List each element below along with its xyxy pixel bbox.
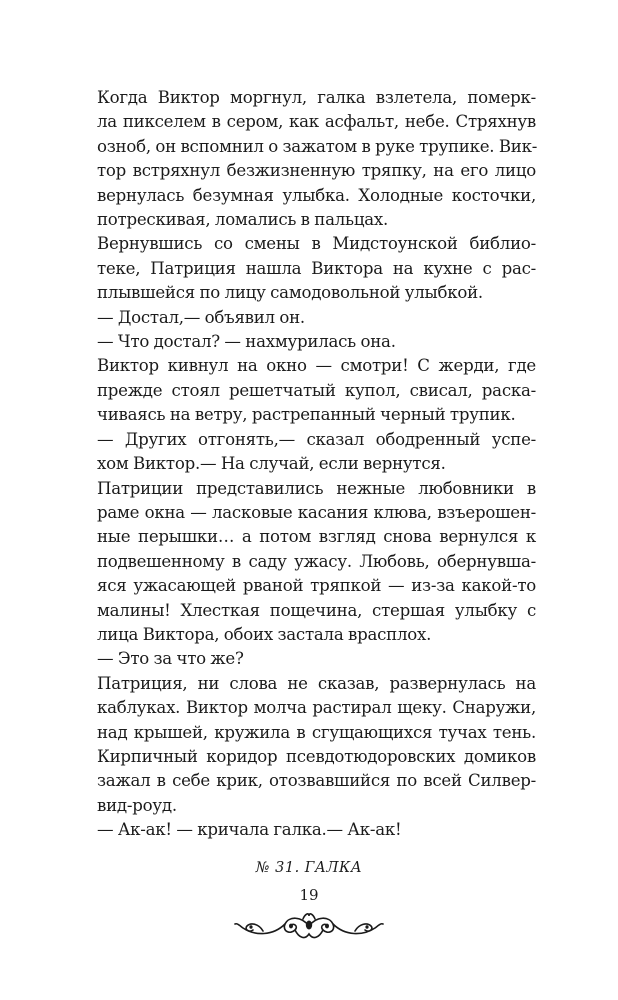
text-line: Патриции представились нежные любовники в xyxy=(97,478,536,498)
text-line: Вернувшись со смены в Мидстоунской библио- xyxy=(97,234,536,254)
text-line: над крышей, кружила в сгущающихся тучах тень. xyxy=(97,722,536,742)
paragraph xyxy=(84,354,536,427)
paragraph xyxy=(84,232,536,305)
text-line: ла пикселем в сером, как асфальт, небе. Стряхнув xyxy=(97,112,536,132)
paragraph xyxy=(84,330,536,354)
text-line: прежде стоял решетчатый купол, свисал, раска- xyxy=(97,380,536,400)
text-line: яся ужасающей рваной тряпкой — из-за какой-то xyxy=(97,576,536,596)
text-line: ные перышки… а потом взгляд снова вернулся к xyxy=(97,527,536,547)
text-line: вид-роуд. xyxy=(97,795,177,815)
text-line: тор встряхнул безжизненную тряпку, на его лицо xyxy=(97,161,536,181)
text-line: малины! Хлесткая пощечина, стершая улыбку с xyxy=(97,600,536,620)
text-line: лица Виктора, обоих застала врасплох. xyxy=(97,624,432,644)
running-title: № 31. ГАЛКА xyxy=(255,860,363,876)
paragraph xyxy=(84,477,536,648)
text-line: потрескивая, ломались в пальцах. xyxy=(97,210,389,230)
text-line: — Ак-ак! — кричала галка.— Ак-ак! xyxy=(97,820,402,840)
text-line: — Это за что же? xyxy=(97,649,244,669)
text-line: каблуках. Виктор молча растирал щеку. Снаружи, xyxy=(97,698,536,718)
text-line: — Что достал? — нахмурилась она. xyxy=(97,332,396,352)
text-line: Виктор кивнул на окно — смотри! С жерди, где xyxy=(97,356,536,376)
text-line: хом Виктор.— На случай, если вернутся. xyxy=(97,454,446,474)
paragraph xyxy=(84,818,536,842)
page-number: 19 xyxy=(299,886,319,904)
flourish-ornament-icon xyxy=(233,910,385,942)
text-line: озноб, он вспомнил о зажатом в руке трупике. Вик- xyxy=(97,136,538,156)
text-line: зажал в себе крик, отозвавшийся по всей Силвер- xyxy=(97,771,536,791)
text-line: вернулась безумная улыбка. Холодные косточки, xyxy=(97,185,536,205)
text-line: Когда Виктор моргнул, галка взлетела, померк- xyxy=(97,88,536,107)
text-line: Кирпичный коридор псевдотюдоровских домиков xyxy=(97,746,536,766)
paragraph xyxy=(84,647,536,671)
text-line: раме окна — ласковые касания клюва, взъерошен- xyxy=(97,502,536,522)
text-line: плывшейся по лицу самодовольной улыбкой. xyxy=(97,283,483,303)
paragraph xyxy=(84,86,536,232)
page-body-text xyxy=(84,86,536,843)
text-line: — Достал,— объявил он. xyxy=(97,307,305,327)
text-line: чиваясь на ветру, растрепанный черный трупик. xyxy=(97,405,516,425)
text-line: — Других отгонять,— сказал ободренный успе- xyxy=(97,429,536,449)
text-line: Патриция, ни слова не сказав, развернулась на xyxy=(97,673,536,693)
paragraph xyxy=(84,428,536,477)
text-line: теке, Патриция нашла Виктора на кухне с рас- xyxy=(97,258,536,278)
paragraph xyxy=(84,306,536,330)
paragraph xyxy=(84,672,536,818)
text-line: подвешенному в саду ужасу. Любовь, обернувша- xyxy=(97,551,536,571)
